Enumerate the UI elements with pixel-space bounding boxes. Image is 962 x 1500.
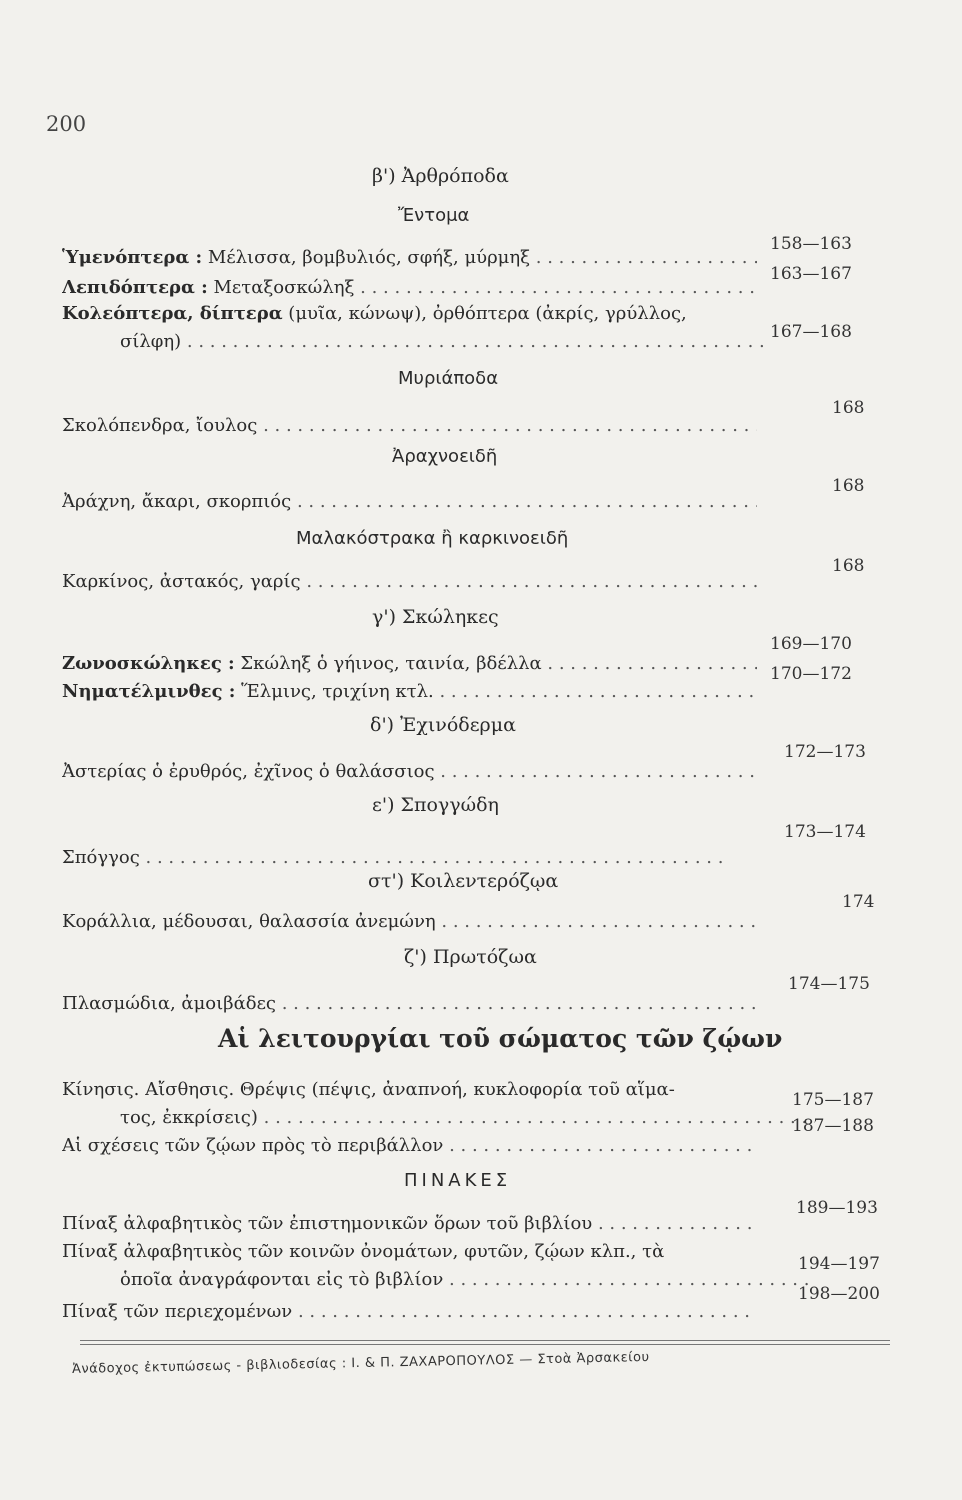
toc-entry-continuation: ὁποῖα ἀναγράφονται εἰς τὸ βιβλίον . . . xyxy=(62,1268,815,1292)
toc-entry: Ὑμενόπτερα : Μέλισσα, βομβυλιός, σφήξ, μύρμηξ . . . xyxy=(62,246,757,270)
toc-entry: Πλασμώδια, ἀμοιβάδες . . . xyxy=(62,992,757,1016)
toc-entry-continuation: τος, ἐκκρίσεις) . . . xyxy=(62,1106,815,1130)
section-spongode: ε') Σπογγώδη xyxy=(372,794,499,816)
section-arthropoda: β') Ἀρθρόποδα xyxy=(372,165,509,187)
section-skolikes: γ') Σκώληκες xyxy=(372,606,499,628)
toc-entry: Ἀράχνη, ἄκαρι, σκορπιός . . . xyxy=(62,490,757,514)
toc-entry-continuation: σίλφη) . . . xyxy=(62,330,815,354)
toc-pages: 172—173 xyxy=(784,742,866,762)
toc-pages: 194—197 xyxy=(798,1254,880,1274)
toc-pages: 169—170 xyxy=(770,634,852,654)
toc-pages: 168 xyxy=(832,556,865,576)
toc-entry: Καρκίνος, ἀστακός, γαρίς . . . xyxy=(62,570,757,594)
toc-pages: 168 xyxy=(832,398,865,418)
toc-pages: 198—200 xyxy=(798,1284,880,1304)
toc-entry: Ζωνοσκώληκες : Σκώληξ ὁ γήινος, ταινία, βδέλλα . . . xyxy=(62,652,757,676)
toc-entry: Πίναξ τῶν περιεχομένων . . . xyxy=(62,1300,757,1324)
section-koilenterozoa: στ') Κοιλεντερόζῳα xyxy=(368,870,559,892)
footer-rule xyxy=(80,1344,890,1345)
toc-entry: Αἱ σχέσεις τῶν ζῴων πρὸς τὸ περιβάλλον . . . xyxy=(62,1134,757,1158)
footer-rule xyxy=(80,1340,890,1341)
toc-pages: 163—167 xyxy=(770,264,852,284)
section-echinoderma: δ') Ἐχινόδερμα xyxy=(370,714,516,736)
toc-pages: 168 xyxy=(832,476,865,496)
toc-pages: 189—193 xyxy=(796,1198,878,1218)
section-myriapoda: Μυριάποδα xyxy=(398,368,499,389)
section-protozoa: ζ') Πρωτόζωα xyxy=(404,946,537,968)
toc-pages: 167—168 xyxy=(770,322,852,342)
toc-entry: Κολεόπτερα, δίπτερα (μυῖα, κώνωψ), ὀρθόπτερα (ἀκρίς, γρύλλος, xyxy=(62,303,687,324)
toc-entry: Σκολόπενδρα, ἴουλος . . . xyxy=(62,414,757,438)
toc-entry: Λεπιδόπτερα : Μεταξοσκώληξ . . . xyxy=(62,276,757,300)
printer-footer: Ἀνάδοχος ἐκτυπώσεως - βιβλιοδεσίας : Ι. & Π. ΖΑΧΑΡΟΠΟΥΛΟΣ — Στοὰ Ἀρσακείου xyxy=(71,1349,650,1377)
section-entoma: Ἔντομα xyxy=(398,205,470,226)
toc-pages: 174 xyxy=(842,892,875,912)
toc-entry: Σπόγγος . . . xyxy=(62,846,757,870)
toc-pages: 175—187 xyxy=(792,1090,874,1110)
section-functions: Αἱ λειτουργίαι τοῦ σώματος τῶν ζῴων xyxy=(218,1024,783,1053)
toc-pages: 174—175 xyxy=(788,974,870,994)
toc-entry: Κίνησις. Αἴσθησις. Θρέψις (πέψις, ἀναπνοή, κυκλοφορία τοῦ αἵμα- xyxy=(62,1079,675,1100)
toc-pages: 170—172 xyxy=(770,664,852,684)
toc-entry: Νηματέλμινθες : Ἕλμινς, τριχίνη κτλ. . . . xyxy=(62,680,757,704)
toc-entry: Ἀστερίας ὁ ἐρυθρός, ἐχῖνος ὁ θαλάσσιος . . . xyxy=(62,760,757,784)
toc-entry: Κοράλλια, μέδουσαι, θαλασσία ἀνεμώνη . . . xyxy=(62,910,757,934)
page-number: 200 xyxy=(46,112,87,136)
section-arachnoeide: Ἀραχνοειδῆ xyxy=(392,446,498,467)
toc-entry: Πίναξ ἀλφαβητικὸς τῶν κοινῶν ὀνομάτων, φυτῶν, ζῴων κλπ., τὰ xyxy=(62,1241,665,1262)
toc-pages: 187—188 xyxy=(792,1116,874,1136)
toc-pages: 158—163 xyxy=(770,234,852,254)
section-pinakes: ΠΙΝΑΚΕΣ xyxy=(404,1170,512,1191)
toc-pages: 173—174 xyxy=(784,822,866,842)
section-malakostraka: Μαλακόστρακα ἢ καρκινοειδῆ xyxy=(296,528,569,549)
toc-entry: Πίναξ ἀλφαβητικὸς τῶν ἐπιστημονικῶν ὅρων τοῦ βιβλίου . . . xyxy=(62,1212,757,1236)
